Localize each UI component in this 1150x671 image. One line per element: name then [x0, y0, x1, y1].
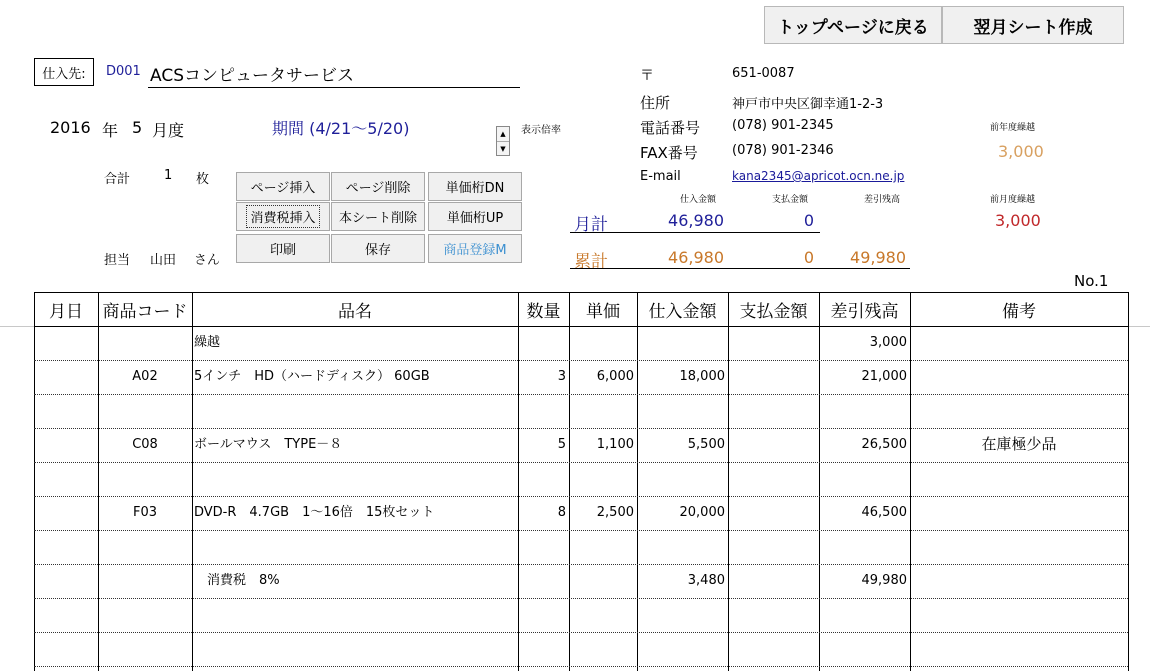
product-register-button[interactable]: 商品登録M: [428, 234, 522, 263]
zoom-spinner[interactable]: [496, 126, 510, 156]
summary-col-payment: 支払金額: [772, 195, 809, 205]
cell-item-name[interactable]: DVD-R 4.7GB 1～16倍 15枚セット: [194, 505, 435, 520]
cell-balance[interactable]: 49,980: [861, 573, 907, 588]
period-month-unit: 月度: [152, 121, 185, 140]
table-row[interactable]: [34, 394, 1128, 428]
prev-month-value: 3,000: [995, 211, 1041, 230]
tel-value: (078) 901-2345: [732, 118, 834, 133]
cell-quantity[interactable]: 5: [557, 437, 566, 452]
cumulative-label: 累計: [574, 252, 608, 272]
header-unit-price: 単価: [586, 301, 620, 322]
table-row[interactable]: [34, 462, 1128, 496]
save-button[interactable]: 保存: [331, 234, 425, 263]
back-to-top-button[interactable]: トップページに戻る: [764, 6, 942, 44]
cell-quantity[interactable]: 8: [557, 505, 566, 520]
cell-item-name[interactable]: 繰越: [194, 335, 221, 350]
header-remarks: 備考: [1002, 301, 1036, 322]
cell-item-name[interactable]: 5インチ HD（ハードディスク） 60GB: [194, 369, 430, 384]
prev-year-value: 3,000: [998, 142, 1044, 161]
prev-year-label: 前年度繰越: [990, 123, 1036, 133]
address-label: 住所: [640, 94, 671, 112]
total-sheets-label: 合計: [104, 172, 131, 187]
total-sheets-count: 1: [164, 168, 173, 183]
cell-purchase-amount[interactable]: 3,480: [687, 573, 725, 588]
supplier-name: ACSコンピュータサービス: [150, 66, 354, 86]
header-item-name: 品名: [338, 301, 372, 322]
header-date: 月日: [49, 301, 83, 322]
supplier-code: D001: [106, 64, 141, 79]
supplier-underline: [148, 87, 520, 88]
header-purchase-amount: 仕入金額: [648, 301, 717, 322]
header-quantity: 数量: [526, 301, 561, 322]
summary-col-balance: 差引残高: [864, 195, 901, 205]
cumulative-balance: 49,980: [850, 248, 906, 267]
email-link[interactable]: kana2345@apricot.ocn.ne.jp: [732, 169, 905, 183]
table-row[interactable]: [34, 598, 1128, 632]
table-row-border: [34, 666, 1128, 667]
cell-unit-price[interactable]: 6,000: [596, 369, 634, 384]
cell-purchase-amount[interactable]: 18,000: [679, 369, 725, 384]
monthly-label: 月計: [574, 215, 608, 235]
cell-remarks[interactable]: 在庫極少品: [981, 435, 1057, 453]
postal-mark: 〒: [640, 68, 654, 84]
period-year-unit: 年: [102, 121, 119, 140]
sheet-delete-button[interactable]: 本シート削除: [331, 202, 425, 231]
unit-price-up-button[interactable]: 単価桁UP: [428, 202, 522, 231]
cell-item-name[interactable]: ボールマウス TYPE－８: [194, 437, 343, 452]
table-row[interactable]: [34, 530, 1128, 564]
page-number: No.1: [1074, 272, 1109, 290]
address-value: 神戸市中央区御幸通1-2-3: [732, 97, 884, 112]
postal-code: 651-0087: [732, 66, 795, 81]
spinner-up-icon[interactable]: ▲: [497, 127, 509, 142]
page-delete-button[interactable]: ページ削除: [331, 172, 425, 201]
zoom-label: 表示倍率: [521, 125, 561, 136]
summary-col-purchase: 仕入金額: [680, 195, 717, 205]
cell-item-name[interactable]: 消費税 8%: [194, 573, 280, 588]
cell-unit-price[interactable]: 1,100: [596, 437, 634, 452]
cumulative-payment: 0: [803, 248, 814, 267]
cumulative-purchase: 46,980: [668, 248, 724, 267]
unit-price-dn-button[interactable]: 単価桁DN: [428, 172, 522, 201]
page-insert-button[interactable]: ページ挿入: [236, 172, 330, 201]
period-range: 期間 (4/21～5/20): [272, 119, 410, 138]
staff-name: 山田: [150, 253, 177, 268]
table-column-border: [1128, 292, 1129, 671]
fax-label: FAX番号: [640, 144, 698, 162]
supplier-label: 仕入先:: [34, 58, 94, 86]
total-sheets-unit: 枚: [196, 172, 210, 187]
header-balance: 差引残高: [830, 301, 899, 322]
cell-product-code[interactable]: A02: [132, 369, 158, 384]
cell-quantity[interactable]: 3: [557, 369, 566, 384]
tax-insert-button[interactable]: [236, 202, 330, 231]
cell-balance[interactable]: 46,500: [861, 505, 907, 520]
tax-insert-label: 消費税挿入: [246, 205, 319, 228]
monthly-underline: [570, 232, 820, 233]
cell-product-code[interactable]: F03: [132, 505, 158, 520]
cell-purchase-amount[interactable]: 5,500: [687, 437, 725, 452]
monthly-purchase: 46,980: [668, 211, 724, 230]
cell-purchase-amount[interactable]: 20,000: [679, 505, 725, 520]
fax-value: (078) 901-2346: [732, 143, 834, 158]
print-button[interactable]: 印刷: [236, 234, 330, 263]
cell-balance[interactable]: 26,500: [861, 437, 907, 452]
header-product-code: 商品コード: [102, 301, 188, 322]
email-label: E-mail: [640, 169, 681, 184]
cell-unit-price[interactable]: 2,500: [596, 505, 634, 520]
staff-suffix: さん: [194, 253, 221, 268]
period-month: 5: [132, 118, 143, 137]
staff-label: 担当: [104, 253, 131, 268]
period-year: 2016: [50, 118, 91, 137]
cell-balance[interactable]: 21,000: [861, 369, 907, 384]
cell-product-code[interactable]: C08: [132, 437, 158, 452]
cell-balance[interactable]: 3,000: [869, 335, 907, 350]
cumulative-underline: [570, 268, 910, 269]
monthly-payment: 0: [803, 211, 814, 230]
prev-month-label: 前月度繰越: [990, 195, 1036, 205]
tel-label: 電話番号: [640, 119, 701, 137]
spinner-down-icon[interactable]: ▼: [500, 145, 506, 153]
table-row[interactable]: [34, 632, 1128, 666]
create-next-month-sheet-button[interactable]: 翌月シート作成: [942, 6, 1124, 44]
header-payment-amount: 支払金額: [739, 301, 808, 322]
